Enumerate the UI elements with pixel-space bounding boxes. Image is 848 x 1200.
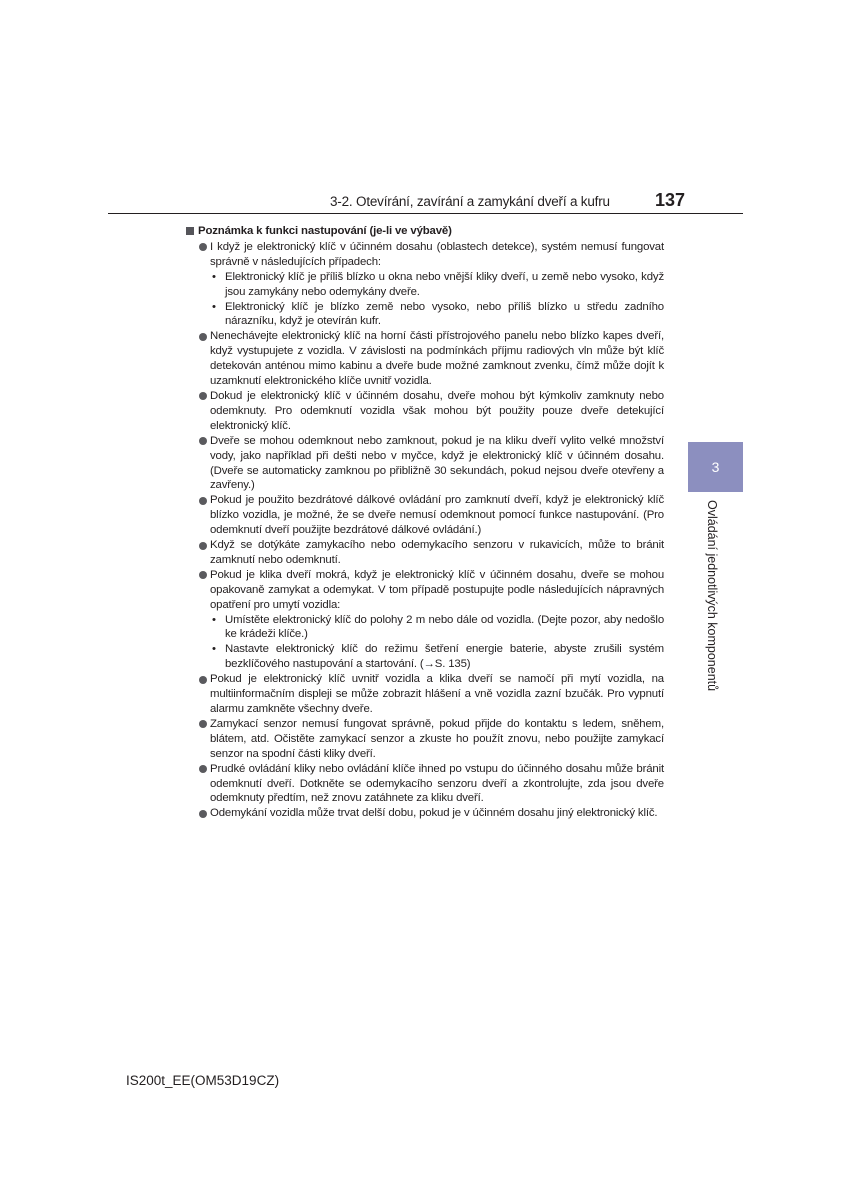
header-divider xyxy=(108,213,743,214)
page-number: 137 xyxy=(655,190,686,210)
list-item-text: Dveře se mohou odemknout nebo zamknout, pokud je na kliku dveří vylito velké množství vody, jako například při dešti nebo v myčce, když je elektronický klíč v účinném dosahu. (Dveře se automaticky zamknou po přibližně 30 sekundách, pokud nejsou dveře otevřeny a zavřeny.) xyxy=(210,434,664,492)
round-bullet-icon xyxy=(199,437,207,445)
round-bullet-icon xyxy=(199,765,207,773)
round-bullet-icon xyxy=(199,542,207,550)
list-item-text: Pokud je klika dveří mokrá, když je elektronický klíč v účinném dosahu, dveře se mohou opakovaně zamykat a odemykat. V tom případě postupujte podle následujících nápravných opatření pro umytí vozidla: xyxy=(210,568,664,611)
list-item-text: I když je elektronický klíč v účinném dosahu (oblastech detekce), systém nemusí fungovat správně v následujících případech: xyxy=(210,240,664,268)
sub-list-item-text: Umístěte elektronický klíč do polohy 2 m nebo dále od vozidla. (Dejte pozor, aby nedošlo ke krádeži klíče.) xyxy=(225,613,664,641)
list-item xyxy=(186,493,664,538)
list-item-text: Dokud je elektronický klíč v účinném dosahu, dveře mohou být kýmkoliv zamknuty nebo odemknuty. Pro odemknutí vozidla však mohou být použity pouze dveře detekující elektronický klíč. xyxy=(210,389,664,432)
round-bullet-icon xyxy=(199,392,207,400)
note-list xyxy=(186,240,664,821)
small-bullet-icon: • xyxy=(212,643,216,656)
chapter-title-vertical: Ovládání jednotlivých komponentů xyxy=(705,500,719,692)
chapter-number: 3 xyxy=(711,459,720,475)
list-item-text: Odemykání vozidla může trvat delší dobu, pokud je v účinném dosahu jiný elektronický klíč. xyxy=(210,807,658,820)
list-item-text: Pokud je elektronický klíč uvnitř vozidla a klika dveří se namočí při mytí vozidla, na multiinformačním displeji se může zobrazit hlášení a vně vozidla zazní bzučák. Pro vypnutí alarmu zamkněte všechny dveře. xyxy=(210,673,664,715)
list-item xyxy=(186,672,664,717)
sub-list-item xyxy=(186,613,664,643)
list-item xyxy=(186,329,664,389)
list-item-text: Prudké ovládání kliky nebo ovládání klíče ihned po vstupu do účinného dosahu může bránit odemknutí dveří. Dotkněte se odemykacího senzoru dveří a zkontrolujte, zda jsou dveře odemknuty předtím, než znovu zatáhnete za kliku dveří. xyxy=(210,762,664,805)
list-item-text: Pokud je použito bezdrátové dálkové ovládání pro zamknutí dveří, když je elektronický klíč blízko vozidla, je možné, že se dveře nemusí odemknout pomocí funkce nastupování. (Pro odemknutí dveří použijte bezdrátové dálkové ovládání.) xyxy=(210,494,664,537)
small-bullet-icon: • xyxy=(212,613,216,626)
small-bullet-icon: • xyxy=(212,300,216,313)
sub-list-item xyxy=(186,642,664,672)
sub-list-item xyxy=(186,300,664,330)
round-bullet-icon xyxy=(199,333,207,341)
round-bullet-icon xyxy=(199,243,207,251)
list-item xyxy=(186,389,664,434)
round-bullet-icon xyxy=(199,571,207,579)
list-item-text: Když se dotýkáte zamykacího nebo odemykacího senzoru v rukavicích, může to bránit zamknutí nebo odemknutí. xyxy=(210,539,664,566)
round-bullet-icon xyxy=(199,676,207,684)
list-item xyxy=(186,434,664,494)
list-item-text: Zamykací senzor nemusí fungovat správně, pokud přijde do kontaktu s ledem, sněhem, blátem, atd. Očistěte zamykací senzor a zkuste ho použít znovu, nebo použijte zamykací senzor na spodní části kliky dveří. xyxy=(210,717,664,760)
list-item xyxy=(186,240,664,270)
small-bullet-icon: • xyxy=(212,270,216,283)
list-item xyxy=(186,717,664,762)
section-heading-text: Poznámka k funkci nastupování (je-li ve výbavě) xyxy=(198,225,452,237)
section-heading xyxy=(186,224,664,239)
header-section-title: 3-2. Otevírání, zavírání a zamykání dveří a kufru xyxy=(330,194,610,209)
sub-list-item-text: Nastavte elektronický klíč do režimu šetření energie baterie, abyste zrušili systém bezklíčového nastupování a startování. (→S. 135) xyxy=(225,643,664,671)
sub-list-item-text: Elektronický klíč je blízko země nebo vysoko, nebo příliš blízko u středu zadního nárazníku, když je otevírán kufr. xyxy=(225,300,664,328)
note-section xyxy=(186,224,664,821)
round-bullet-icon xyxy=(199,810,207,818)
chapter-tab[interactable] xyxy=(688,442,743,492)
list-item xyxy=(186,806,664,821)
list-item xyxy=(186,568,664,613)
sub-list-item xyxy=(186,270,664,300)
manual-code: IS200t_EE(OM53D19CZ) xyxy=(126,1073,280,1088)
round-bullet-icon xyxy=(199,497,207,505)
list-item xyxy=(186,762,664,807)
round-bullet-icon xyxy=(199,720,207,728)
list-item xyxy=(186,538,664,568)
sub-list-item-text: Elektronický klíč je příliš blízko u okna nebo vnější kliky dveří, u země nebo vysoko, když jsou zamykány nebo odemykány dveře. xyxy=(225,270,664,298)
square-bullet-icon xyxy=(186,227,194,235)
list-item-text: Nenechávejte elektronický klíč na horní části přístrojového panelu nebo blízko kapes dveří, když vystupujete z vozidla. V závislosti na podmínkách příjmu radiových vln může být klíč detekován anténou mimo kabinu a dveře bude možné zamknout zvenku, čímž může dojít k uzamknutí elektronického klíče uvnitř vozidla. xyxy=(210,330,664,388)
